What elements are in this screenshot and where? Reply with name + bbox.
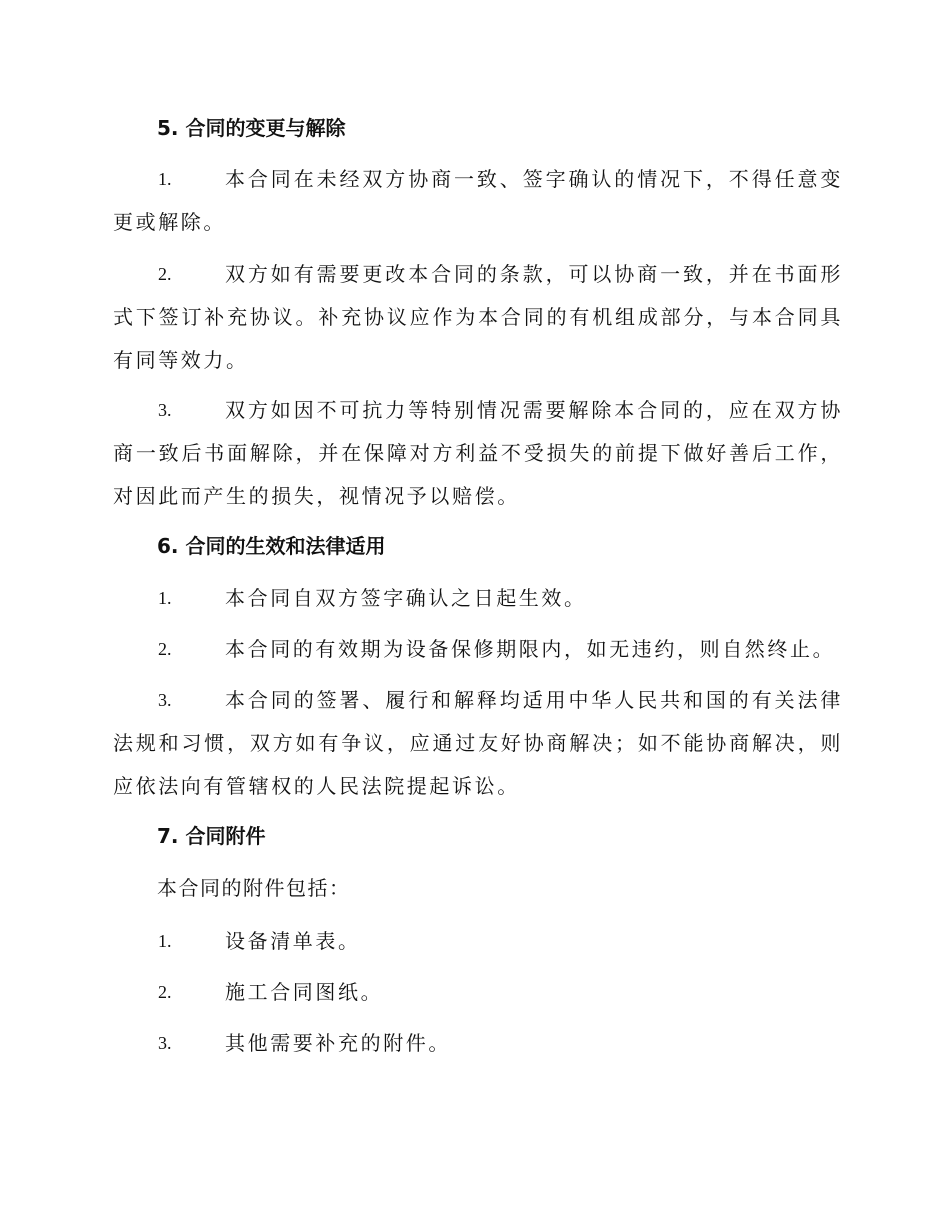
item-number: 1. <box>158 169 172 189</box>
section-5-heading: 5. 合同的变更与解除 <box>157 116 346 140</box>
item-text: 本合同的有效期为设备保修期限内，如无违约，则自然终止。 <box>225 637 836 661</box>
section-5-item-1 <box>113 158 843 244</box>
item-text: 本合同的签署、履行和解释均适用中华人民共和国的有关法律法规和习惯，双方如有争议，应通过友好协商解决；如不能协商解决，则应依法向有管辖权的人民法院提起诉讼。 <box>113 688 843 798</box>
section-5-item-3 <box>113 389 843 518</box>
item-number: 3. <box>158 1033 172 1053</box>
section-7-item-3 <box>113 1022 843 1065</box>
section-6-heading: 6. 合同的生效和法律适用 <box>157 534 386 558</box>
section-6-item-2 <box>113 628 843 671</box>
section-5-item-2 <box>113 253 843 382</box>
item-number: 2. <box>158 639 172 659</box>
attachments-intro: 本合同的附件包括： <box>157 876 351 900</box>
section-6-item-3 <box>113 679 843 808</box>
item-text: 施工合同图纸。 <box>225 980 384 1004</box>
item-text: 双方如因不可抗力等特别情况需要解除本合同的，应在双方协商一致后书面解除，并在保障对方利益不受损失的前提下做好善后工作，对因此而产生的损失，视情况予以赔偿。 <box>113 398 843 508</box>
section-7-item-1 <box>113 920 843 963</box>
item-number: 3. <box>158 690 172 710</box>
item-text: 其他需要补充的附件。 <box>225 1031 451 1055</box>
item-text: 双方如有需要更改本合同的条款，可以协商一致，并在书面形式下签订补充协议。补充协议应作为本合同的有机组成部分，与本合同具有同等效力。 <box>113 262 843 372</box>
section-7-heading: 7. 合同附件 <box>157 824 266 848</box>
item-number: 2. <box>158 264 172 284</box>
section-7-item-2 <box>113 971 843 1014</box>
item-text: 设备清单表。 <box>225 929 361 953</box>
item-number: 1. <box>158 588 172 608</box>
section-6-item-1 <box>113 577 843 620</box>
item-number: 3. <box>158 400 172 420</box>
item-number: 1. <box>158 931 172 951</box>
item-text: 本合同自双方签字确认之日起生效。 <box>225 586 587 610</box>
item-number: 2. <box>158 982 172 1002</box>
item-text: 本合同在未经双方协商一致、签字确认的情况下，不得任意变更或解除。 <box>113 167 843 234</box>
